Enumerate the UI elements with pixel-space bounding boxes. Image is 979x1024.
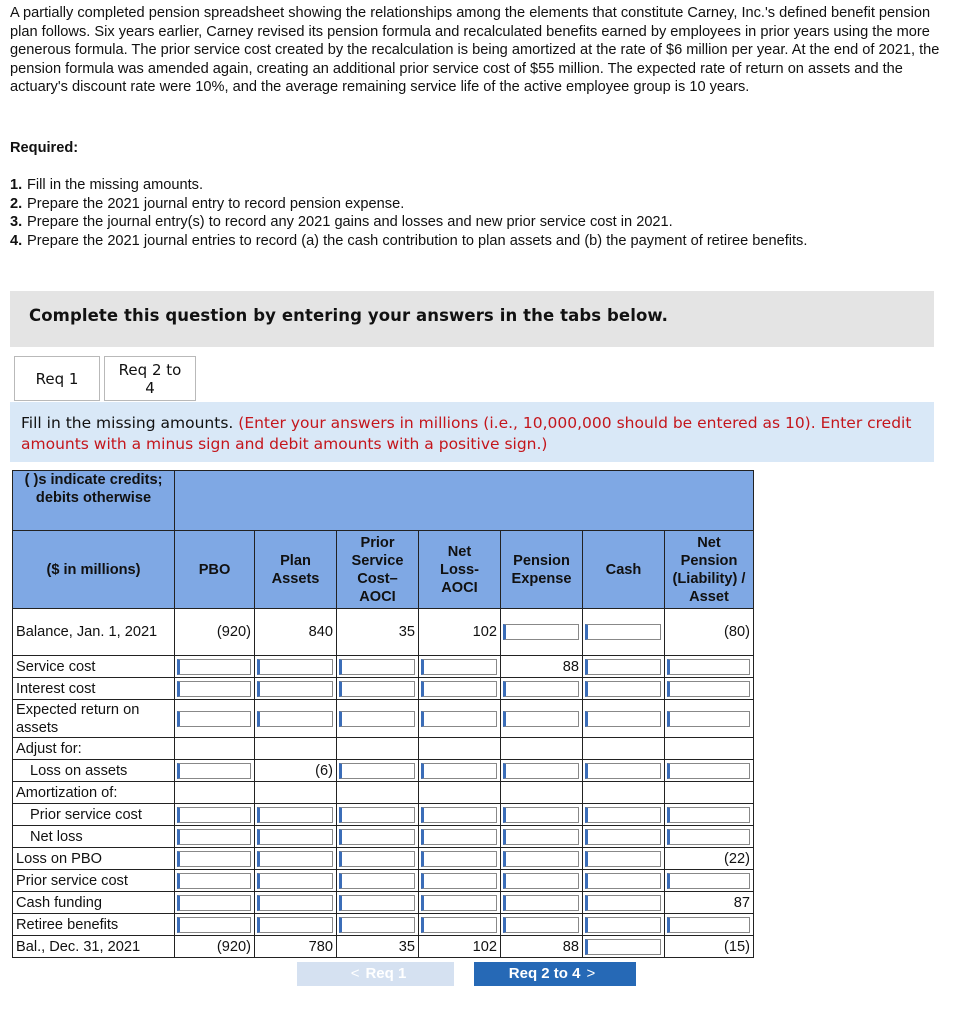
answer-cell [583, 700, 665, 738]
row-label: Expected return on assets [13, 700, 175, 738]
column-header: PBO [175, 531, 255, 609]
column-header: Plan Assets [255, 531, 337, 609]
answer-cell [501, 870, 583, 892]
answer-input[interactable] [339, 807, 415, 823]
table-row [13, 656, 754, 678]
answer-input[interactable] [585, 763, 661, 779]
tab-req-2-to-4-label-line2: 4 [145, 379, 155, 397]
answer-cell [583, 892, 665, 914]
answer-cell [255, 804, 337, 826]
answer-input[interactable] [667, 711, 750, 727]
value-cell: 780 [255, 936, 337, 958]
answer-input[interactable] [421, 851, 497, 867]
value-cell: (22) [665, 848, 754, 870]
answer-cell [583, 804, 665, 826]
value-cell: (15) [665, 936, 754, 958]
value-cell: 88 [501, 656, 583, 678]
answer-input[interactable] [585, 624, 661, 640]
empty-cell [419, 738, 501, 760]
answer-cell [419, 914, 501, 936]
answer-cell [583, 678, 665, 700]
empty-cell [175, 738, 255, 760]
answer-cell [583, 936, 665, 958]
answer-cell [665, 678, 754, 700]
answer-cell [419, 848, 501, 870]
answer-input[interactable] [503, 681, 579, 697]
next-req-label: Req 2 to 4 [508, 965, 581, 982]
answer-input[interactable] [177, 659, 251, 675]
required-heading: Required: [10, 140, 79, 156]
answer-cell [665, 914, 754, 936]
answer-cell [501, 892, 583, 914]
answer-cell [255, 914, 337, 936]
requirement-text: Prepare the 2021 journal entries to record (a) the cash contribution to plan assets and (b) the payment of retiree benefits. [27, 232, 808, 249]
answer-cell [337, 914, 419, 936]
answer-input[interactable] [257, 873, 333, 889]
empty-cell [175, 782, 255, 804]
answer-input[interactable] [257, 851, 333, 867]
row-label: Retiree benefits [13, 914, 175, 936]
requirement-item [10, 195, 910, 214]
answer-cell [419, 892, 501, 914]
value-cell: 35 [337, 936, 419, 958]
answer-input[interactable] [257, 681, 333, 697]
table-row [13, 936, 754, 958]
answer-cell [419, 870, 501, 892]
table-row [13, 700, 754, 738]
answer-cell [419, 804, 501, 826]
row-label: Interest cost [13, 678, 175, 700]
answer-input[interactable] [257, 659, 333, 675]
table-row [13, 848, 754, 870]
tab-req-2-to-4-label-line1: Req 2 to [118, 361, 182, 379]
answer-cell [337, 760, 419, 782]
answer-cell [665, 826, 754, 848]
table-row [13, 760, 754, 782]
answer-input[interactable] [585, 895, 661, 911]
banner-text: Complete this question by entering your answers in the tabs below. [29, 306, 669, 325]
answer-input[interactable] [257, 807, 333, 823]
answer-input[interactable] [177, 851, 251, 867]
answer-input[interactable] [257, 829, 333, 845]
answer-cell [175, 760, 255, 782]
answer-cell [255, 870, 337, 892]
row-label: Adjust for: [13, 738, 175, 760]
answer-cell [255, 678, 337, 700]
answer-cell [501, 700, 583, 738]
requirement-number: 3. [10, 214, 23, 230]
header-spacer [175, 471, 754, 531]
value-cell: 35 [337, 609, 419, 656]
answer-cell [583, 656, 665, 678]
answer-cell [583, 760, 665, 782]
answer-input[interactable] [257, 711, 333, 727]
credit-debit-note: ( )s indicate credits; debits otherwise [13, 471, 175, 531]
answer-cell [665, 804, 754, 826]
next-req-button[interactable] [474, 962, 636, 986]
row-label: Bal., Dec. 31, 2021 [13, 936, 175, 958]
value-cell: 87 [665, 892, 754, 914]
answer-input[interactable] [503, 829, 579, 845]
units-label: ($ in millions) [13, 531, 175, 609]
value-cell: 102 [419, 609, 501, 656]
answer-input[interactable] [667, 829, 750, 845]
answer-cell [337, 656, 419, 678]
answer-cell [419, 826, 501, 848]
row-label: Prior service cost [13, 870, 175, 892]
answer-input[interactable] [585, 829, 661, 845]
answer-input[interactable] [667, 873, 750, 889]
answer-input[interactable] [667, 659, 750, 675]
row-label: Amortization of: [13, 782, 175, 804]
prev-req-button[interactable] [297, 962, 454, 986]
table-row [13, 914, 754, 936]
answer-input[interactable] [177, 895, 251, 911]
answer-cell [337, 870, 419, 892]
table-row [13, 782, 754, 804]
value-cell: (920) [175, 609, 255, 656]
answer-input[interactable] [585, 807, 661, 823]
table-row [13, 892, 754, 914]
answer-input[interactable] [503, 763, 579, 779]
table-row [13, 826, 754, 848]
answer-cell [175, 848, 255, 870]
table-row [13, 738, 754, 760]
answer-cell [501, 804, 583, 826]
answer-cell [175, 678, 255, 700]
table-row [13, 609, 754, 656]
answer-input[interactable] [421, 829, 497, 845]
instruction-banner [10, 291, 934, 347]
answer-cell [255, 656, 337, 678]
answer-input[interactable] [177, 807, 251, 823]
answer-cell [665, 870, 754, 892]
answer-cell [175, 804, 255, 826]
requirement-item [10, 232, 910, 251]
value-cell: 88 [501, 936, 583, 958]
answer-cell [255, 826, 337, 848]
row-label: Service cost [13, 656, 175, 678]
value-cell: 102 [419, 936, 501, 958]
answer-cell [583, 914, 665, 936]
answer-input[interactable] [503, 873, 579, 889]
answer-cell [665, 700, 754, 738]
answer-cell [419, 678, 501, 700]
answer-cell [175, 870, 255, 892]
answer-input[interactable] [503, 807, 579, 823]
answer-cell [337, 892, 419, 914]
answer-input[interactable] [503, 624, 579, 640]
answer-instructions [10, 402, 934, 462]
answer-input[interactable] [421, 895, 497, 911]
table-row [13, 678, 754, 700]
answer-input[interactable] [177, 917, 251, 933]
answer-input[interactable] [421, 659, 497, 675]
row-label: Cash funding [13, 892, 175, 914]
row-label: Balance, Jan. 1, 2021 [13, 609, 175, 656]
tab-req-2-to-4[interactable] [104, 356, 196, 401]
answer-input[interactable] [503, 711, 579, 727]
empty-cell [583, 782, 665, 804]
answer-input[interactable] [421, 917, 497, 933]
answer-cell [501, 678, 583, 700]
answer-cell [255, 892, 337, 914]
tab-req-1-label: Req 1 [35, 370, 79, 388]
answer-input[interactable] [257, 917, 333, 933]
column-header: Cash [583, 531, 665, 609]
tab-req-1[interactable] [14, 356, 100, 401]
requirement-number: 4. [10, 232, 23, 249]
answer-input[interactable] [585, 851, 661, 867]
answer-cell [501, 609, 583, 656]
answer-cell [419, 656, 501, 678]
answer-input[interactable] [503, 895, 579, 911]
requirement-text: Prepare the journal entry(s) to record any 2021 gains and losses and new prior service cost in 2021. [27, 214, 673, 230]
requirements-list [10, 176, 910, 250]
answer-input[interactable] [421, 711, 497, 727]
empty-cell [665, 782, 754, 804]
answer-input[interactable] [177, 829, 251, 845]
instructions-note: (Enter your answers in millions (i.e., 10,000,000 should be entered as 10). Enter credit amounts with a minus sign and debit amounts with a positive sign.) [21, 414, 912, 453]
answer-input[interactable] [667, 681, 750, 697]
row-label: Prior service cost [13, 804, 175, 826]
table-row [13, 870, 754, 892]
answer-cell [665, 760, 754, 782]
column-header: Net Pension (Liability) / Asset [665, 531, 754, 609]
answer-input[interactable] [339, 895, 415, 911]
answer-cell [175, 914, 255, 936]
row-label: Loss on PBO [13, 848, 175, 870]
instructions-main: Fill in the missing amounts. [21, 414, 234, 432]
empty-cell [665, 738, 754, 760]
answer-input[interactable] [257, 895, 333, 911]
answer-cell [175, 826, 255, 848]
answer-input[interactable] [177, 711, 251, 727]
requirement-text: Fill in the missing amounts. [27, 177, 204, 193]
answer-cell [419, 760, 501, 782]
requirement-number: 2. [10, 195, 23, 212]
column-header: Net Loss-AOCI [419, 531, 501, 609]
answer-cell [665, 656, 754, 678]
empty-cell [419, 782, 501, 804]
empty-cell [337, 738, 419, 760]
answer-input[interactable] [585, 873, 661, 889]
answer-input[interactable] [177, 763, 251, 779]
answer-input[interactable] [339, 851, 415, 867]
answer-cell [337, 848, 419, 870]
answer-cell [583, 826, 665, 848]
answer-input[interactable] [339, 659, 415, 675]
answer-input[interactable] [421, 807, 497, 823]
requirement-number: 1. [10, 177, 23, 193]
answer-cell [501, 826, 583, 848]
row-label: Net loss [13, 826, 175, 848]
answer-input[interactable] [421, 681, 497, 697]
answer-input[interactable] [177, 681, 251, 697]
empty-cell [255, 782, 337, 804]
answer-cell [583, 609, 665, 656]
answer-input[interactable] [339, 829, 415, 845]
answer-input[interactable] [339, 711, 415, 727]
requirement-item [10, 176, 910, 195]
answer-cell [583, 870, 665, 892]
answer-input[interactable] [667, 917, 750, 933]
answer-input[interactable] [667, 807, 750, 823]
answer-cell [175, 700, 255, 738]
value-cell: (6) [255, 760, 337, 782]
empty-cell [255, 738, 337, 760]
answer-cell [337, 826, 419, 848]
answer-cell [337, 700, 419, 738]
answer-input[interactable] [585, 681, 661, 697]
requirement-text: Prepare the 2021 journal entry to record pension expense. [27, 195, 405, 212]
column-header: Pension Expense [501, 531, 583, 609]
row-label: Loss on assets [13, 760, 175, 782]
answer-input[interactable] [585, 917, 661, 933]
empty-cell [583, 738, 665, 760]
pension-spreadsheet [12, 470, 754, 958]
chevron-left-icon: < [350, 965, 360, 982]
answer-input[interactable] [585, 659, 661, 675]
answer-input[interactable] [421, 763, 497, 779]
answer-cell [501, 848, 583, 870]
value-cell: (80) [665, 609, 754, 656]
answer-input[interactable] [421, 873, 497, 889]
answer-cell [337, 804, 419, 826]
answer-input[interactable] [503, 917, 579, 933]
empty-cell [337, 782, 419, 804]
answer-input[interactable] [339, 917, 415, 933]
answer-cell [501, 760, 583, 782]
answer-cell [419, 700, 501, 738]
answer-input[interactable] [667, 763, 750, 779]
answer-input[interactable] [503, 851, 579, 867]
instructions-text [21, 413, 926, 455]
requirement-item [10, 213, 910, 232]
answer-input[interactable] [585, 711, 661, 727]
answer-cell [255, 700, 337, 738]
answer-input[interactable] [339, 681, 415, 697]
answer-input[interactable] [339, 873, 415, 889]
answer-cell [337, 678, 419, 700]
answer-cell [175, 656, 255, 678]
empty-cell [501, 738, 583, 760]
answer-cell [501, 914, 583, 936]
column-header: Prior Service Cost–AOCI [337, 531, 419, 609]
answer-cell [255, 848, 337, 870]
answer-input[interactable] [177, 873, 251, 889]
answer-cell [583, 848, 665, 870]
chevron-right-icon: > [586, 965, 596, 982]
answer-cell [175, 892, 255, 914]
value-cell: 840 [255, 609, 337, 656]
value-cell: (920) [175, 936, 255, 958]
problem-intro: A partially completed pension spreadsheet showing the relationships among the elements that constitute Carney, Inc.'s defined benefit pension plan follows. Six years earlier, Carney revised its pension formula and recalculated benefits earned by employees in prior years using the more generous formula. The prior service cost created by the recalculation is being amortized at the rate of $6 million per year. At the end of 2021, the pension formula was amended again, creating an additional prior service cost of $55 million. The expected rate of return on assets and the actuary's discount rate were 10%, and the average remaining service life of the active employee group is 10 years. [10, 5, 940, 95]
answer-input[interactable] [339, 763, 415, 779]
answer-input[interactable] [585, 939, 661, 955]
prev-req-label: Req 1 [365, 965, 407, 982]
table-row [13, 804, 754, 826]
empty-cell [501, 782, 583, 804]
